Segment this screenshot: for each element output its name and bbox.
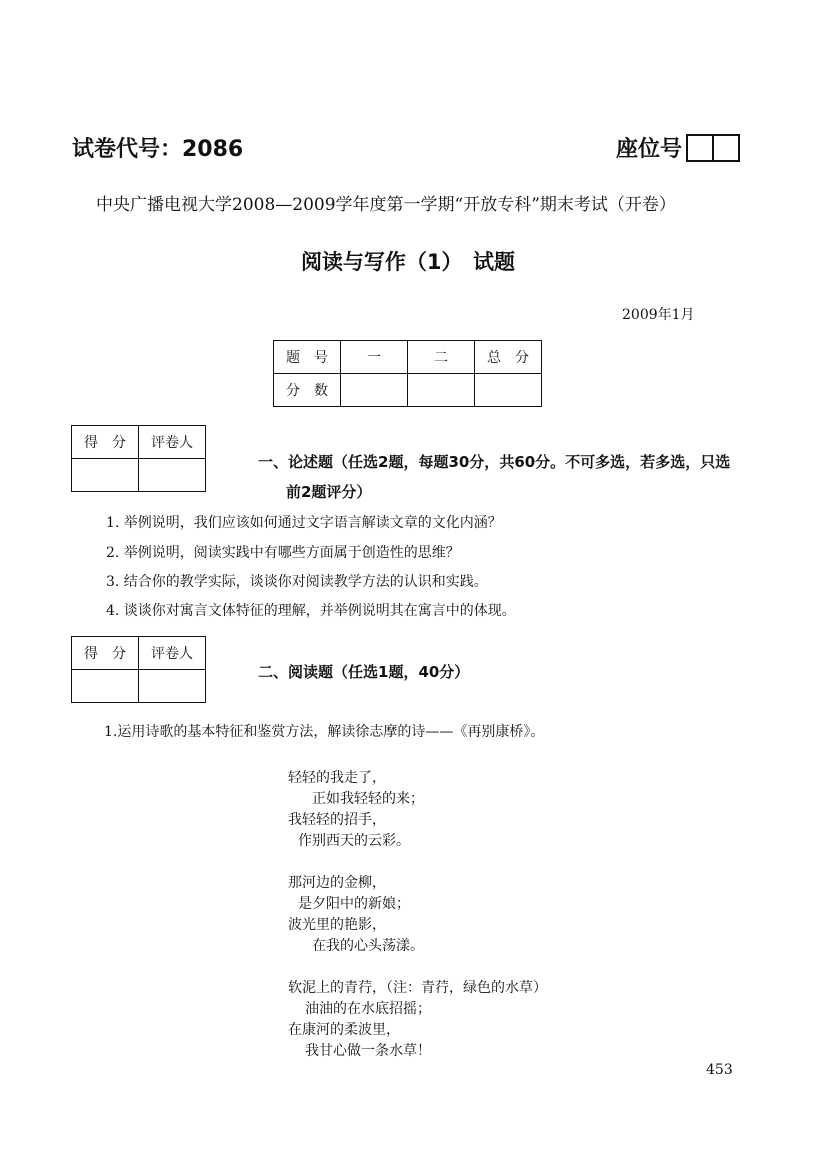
section2-heading: 二、阅读题（任选1题，40分） [258,663,470,681]
table-row [274,341,542,374]
exam-title: 中央广播电视大学2008—2009学年度第一学期“开放专科”期末考试（开卷） [96,195,676,215]
column-header: 一 [341,341,408,374]
section1-question-2: 2. 举例说明，阅读实践中有哪些方面属于创造性的思维？ [106,545,460,561]
poem [288,768,547,1062]
grader-input-cell[interactable] [139,459,206,492]
score-input-cell[interactable] [72,459,139,492]
table-row [274,374,542,407]
grader-label: 评卷人 [139,637,206,670]
score-cell[interactable] [341,374,408,407]
score-label: 得 分 [72,637,139,670]
seat-number-boxes[interactable] [686,134,740,162]
poem-line: 油油的在水底招摇； [305,1001,431,1017]
poem-line: 我甘心做一条水草！ [305,1043,431,1059]
stanza-gap [288,957,547,978]
section2-grader-box [71,636,206,703]
poem-line: 作别西天的云彩。 [298,833,410,849]
poem-line: 轻轻的我走了， [288,770,386,786]
seat-number-field [616,132,740,163]
section1-question-1: 1. 举例说明，我们应该如何通过文字语言解读文章的文化内涵？ [106,515,502,531]
paper-code: 试卷代号：2086 [72,137,244,162]
grader-label: 评卷人 [139,426,206,459]
poem-line: 我轻轻的招手， [288,812,386,828]
poem-line: 在康河的柔波里， [288,1022,400,1038]
score-label: 得 分 [72,426,139,459]
score-cell[interactable] [408,374,475,407]
section1-heading-line2: 前2题评分） [286,483,372,501]
poem-line: 正如我轻轻的来； [312,791,424,807]
section1-grader-box [71,425,206,492]
section1-heading-line1: 一、论述题（任选2题，每题30分，共60分。不可多选，若多选，只选 [258,453,731,471]
column-header: 二 [408,341,475,374]
poem-line: 是夕阳中的新娘； [298,896,410,912]
poem-line: 那河边的金柳， [288,875,386,891]
page-number: 453 [706,1062,733,1078]
score-summary-table [273,340,542,407]
row-header-question-number: 题 号 [274,341,341,374]
subject-title: 阅读与写作（1） 试题 [300,250,516,274]
grader-input-cell[interactable] [139,670,206,703]
section2-question-1: 1.运用诗歌的基本特征和鉴赏方法，解读徐志摩的诗——《再别康桥》。 [104,724,545,740]
exam-date: 2009年1月 [622,307,695,323]
poem-line: 软泥上的青荇，（注：青荇，绿色的水草） [288,980,547,996]
section1-question-3: 3. 结合你的教学实际，谈谈你对阅读教学方法的认识和实践。 [106,574,488,590]
poem-line: 波光里的艳影， [288,917,386,933]
section1-question-4: 4. 谈谈你对寓言文体特征的理解，并举例说明其在寓言中的体现。 [106,603,516,619]
poem-line: 在我的心头荡漾。 [312,938,424,954]
score-input-cell[interactable] [72,670,139,703]
seat-number-label: 座位号 [616,137,683,162]
stanza-gap [288,852,547,873]
column-header: 总 分 [475,341,542,374]
score-cell[interactable] [475,374,542,407]
row-header-score: 分 数 [274,374,341,407]
